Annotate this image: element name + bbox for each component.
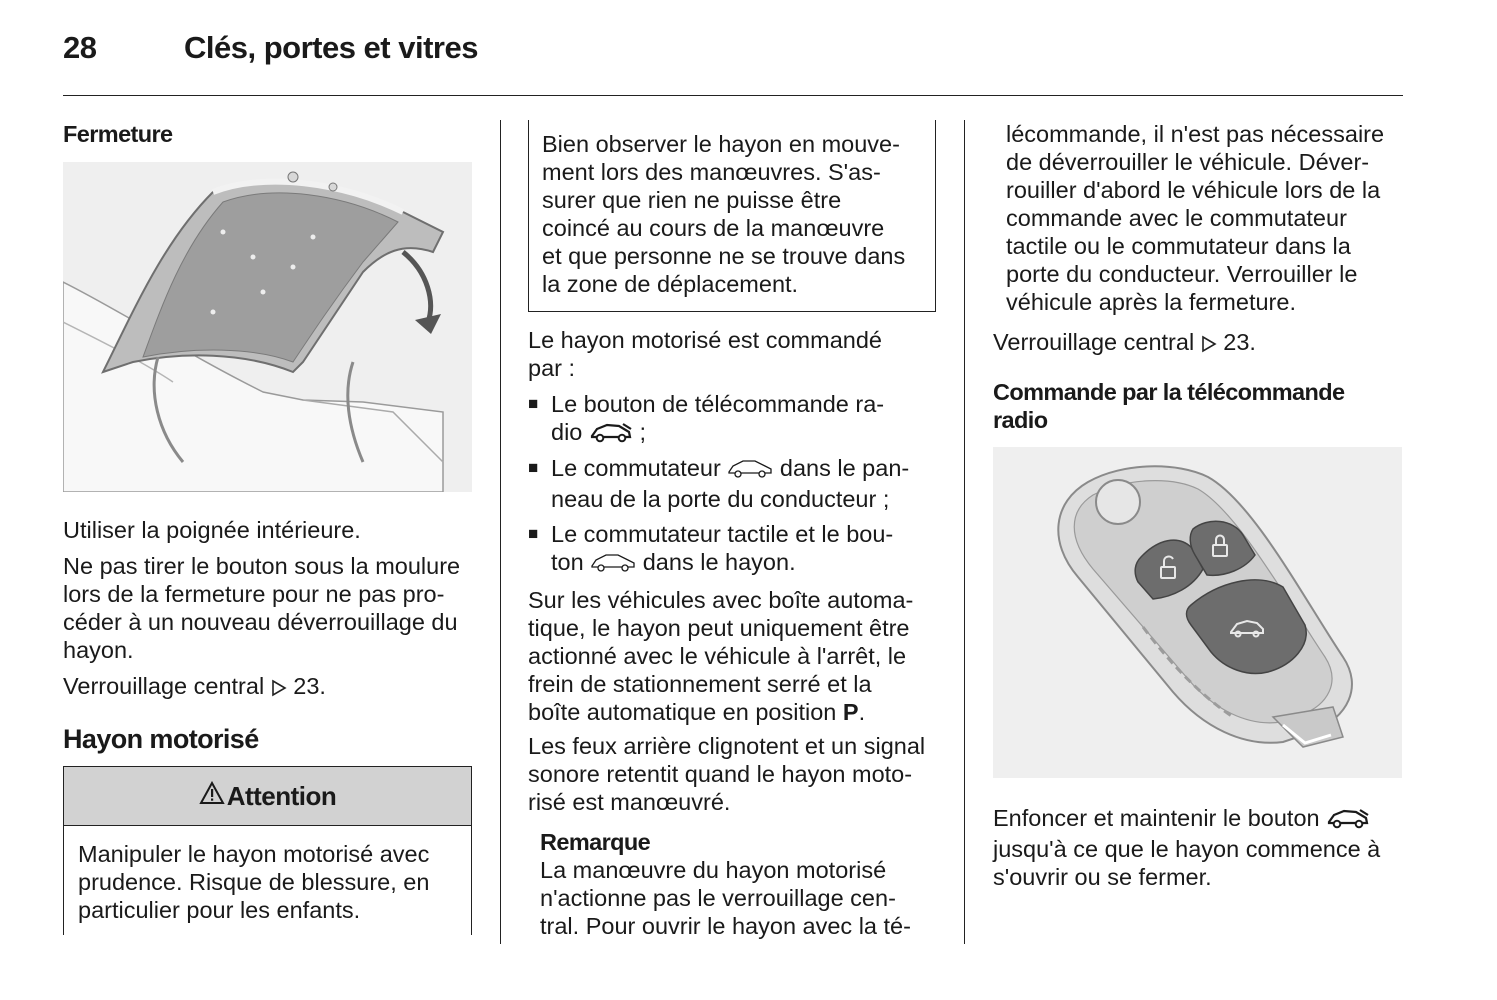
text-line [551,454,909,485]
text-line: particulier pour les enfants. [78,897,361,923]
car-outline-icon [727,457,773,485]
para-use-handle [63,516,361,544]
bullet-text [551,390,884,449]
text-line: jusqu'à ce que le hayon commence à [993,836,1381,862]
text-line: frein de stationnement serré et la [528,671,872,697]
text-fragment: Enfoncer et maintenir le bouton [993,805,1320,831]
text-line: Bien observer le hayon en mouve- [542,131,900,157]
caution-note-box [528,120,936,312]
attention-title: Attention [226,780,337,811]
text-line: Le commutateur tactile et le bou- [551,521,894,547]
bullet-square-icon: ■ [528,524,539,543]
xref-page: 23. [293,673,326,699]
text-line: radio [993,407,1048,433]
text-fragment: ton [551,549,584,575]
para-controlled-by [528,326,882,382]
text-line: véhicule après la fermeture. [1006,289,1296,315]
text-line: Manipuler le hayon motorisé avec [78,841,430,867]
text-line: lors de la fermeture pour ne pas pro- [63,581,445,607]
column-divider-1 [500,120,501,944]
para-use-handle-line: Utiliser la poignée intérieure. [63,517,361,543]
remark-continued-text [1006,120,1384,316]
tailgate-figure [63,162,472,492]
text-line: porte du conducteur. Verrouiller le [1006,261,1358,287]
text-line: La manœuvre du hayon motorisé [540,857,887,883]
text-line [551,548,893,579]
text-line: de déverrouiller le véhicule. Déver- [1006,149,1370,175]
text-line: hayon. [63,637,134,663]
list-item [528,520,938,576]
text-line: Le bouton de télécommande ra- [551,391,885,417]
remote-key-illustration [993,447,1402,778]
text-fragment: boîte automatique en position [528,699,837,725]
text-line [528,698,913,726]
heading-fermeture: Fermeture [63,121,173,147]
text-line: coincé au cours de la manœuvre [542,215,885,241]
text-fragment: dio [551,419,583,445]
para-lights [528,732,925,816]
attention-header [64,767,471,826]
warning-triangle-icon [199,781,225,812]
bullet-text [551,454,909,513]
text-fragment: . [858,699,866,725]
triangle-right-icon [1201,331,1217,359]
text-line: tique, le hayon peut uniquement être [528,615,910,641]
heading-remote-control [993,378,1344,434]
text-line: risé est manœuvré. [528,789,731,815]
text-line: Le hayon motorisé est commandé [528,327,882,353]
bullet-square-icon: ■ [528,394,539,413]
gear-position-p: P [842,699,859,725]
para-dont-pull [63,552,460,664]
remark-text [540,856,911,940]
heading-hayon-motorise: Hayon motorisé [63,724,259,754]
xref-central-locking-1[interactable] [63,672,326,703]
para-press-hold [993,804,1380,891]
car-tailgate-remote-icon [589,421,633,449]
text-line: Les feux arrière clignotent et un signal [528,733,926,759]
text-line: prudence. Risque de blessure, en [78,869,430,895]
text-line: la zone de déplacement. [542,271,799,297]
remark-title: Remarque [540,829,651,855]
column-divider-2 [964,120,965,944]
bullet-square-icon: ■ [528,458,539,477]
remote-key-figure [993,447,1402,778]
text-line: actionné avec le véhicule à l'arrêt, le [528,643,907,669]
text-line: surer que rien ne puisse être [542,187,842,213]
text-line: tactile ou le commutateur dans la [1006,233,1351,259]
page-title: Clés, portes et vitres [184,30,478,65]
attention-text [78,840,429,924]
text-line: commande avec le commutateur [1006,205,1347,231]
text-fragment: Le commutateur [551,455,721,481]
xref-page: 23. [1223,329,1256,355]
text-line: sonore retentit quand le hayon moto- [528,761,913,787]
text-line: ment lors des manœuvres. S'as- [542,159,881,185]
text-fragment: dans le pan- [779,455,910,481]
text-line: neau de la porte du conducteur ; [551,486,890,512]
text-line: céder à un nouveau déverrouillage du [63,609,458,635]
text-line: rouiller d'abord le véhicule lors de la [1006,177,1381,203]
xref-central-locking-2[interactable] [993,328,1256,359]
header-rule [63,95,1403,96]
text-line: n'actionne pas le verrouillage cen- [540,885,896,911]
text-fragment: dans le hayon. [642,549,796,575]
text-line: Commande par la télécommande [993,379,1345,405]
bullet-text [551,520,893,579]
text-line: Sur les véhicules avec boîte automa- [528,587,914,613]
attention-box [63,766,472,935]
page-number: 28 [63,30,97,65]
caution-note-text [542,130,905,298]
text-fragment: ; [639,419,646,445]
triangle-right-icon [271,675,287,703]
text-line [993,804,1380,835]
text-line: s'ouvrir ou se fermer. [993,864,1212,890]
text-line: tral. Pour ouvrir le hayon avec la té- [540,913,911,939]
text-line: lécommande, il n'est pas nécessaire [1006,121,1385,147]
tailgate-closing-illustration [63,162,472,492]
xref-text: Verrouillage central [63,673,265,699]
text-line: et que personne ne se trouve dans [542,243,906,269]
list-item [528,390,938,446]
car-tailgate-remote-icon [1326,807,1370,835]
text-line: par : [528,355,576,381]
xref-text: Verrouillage central [993,329,1195,355]
car-outline-icon [590,551,636,579]
text-line: Ne pas tirer le bouton sous la moulure [63,553,461,579]
text-line [551,418,884,449]
list-item [528,454,938,510]
para-automatic [528,586,913,726]
